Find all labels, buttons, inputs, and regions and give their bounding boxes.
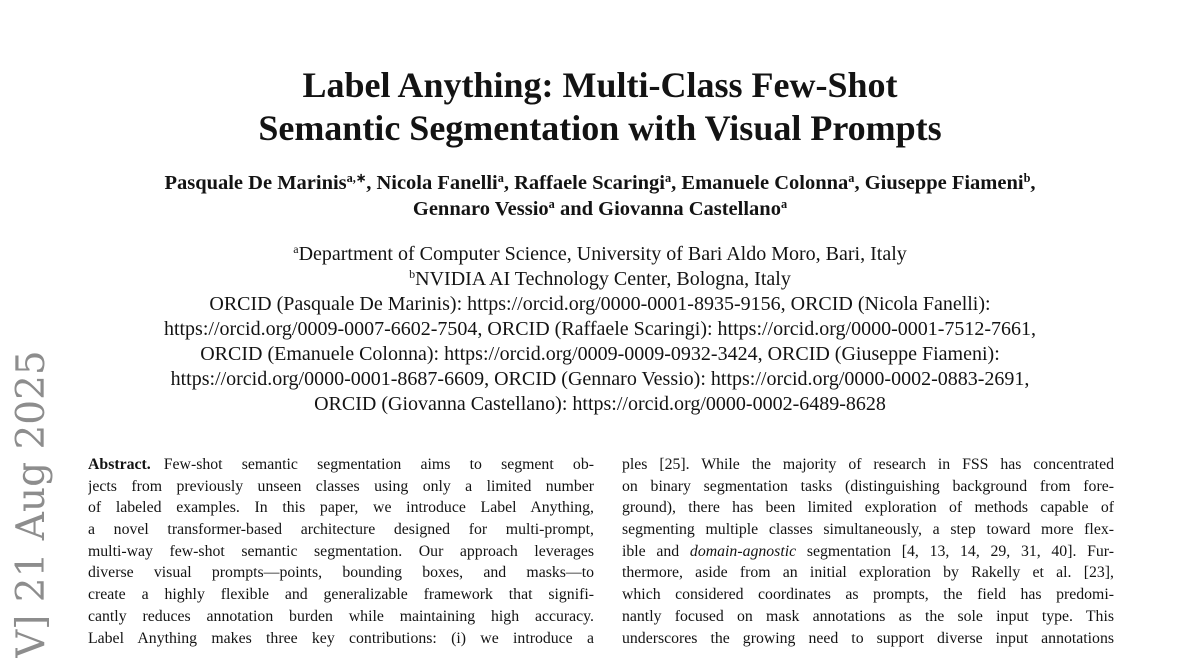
author-name: Giovanna Castellano — [598, 198, 781, 220]
author-affiliation-sup: a — [548, 197, 555, 212]
abstract-line: of labeled examples. In this paper, we introduce Label Anything, — [88, 499, 594, 517]
orcid-line: ORCID (Emanuele Colonna): https://orcid.org/0009-0009-0932-3424, ORCID (Giuseppe Fiameni): — [200, 343, 1000, 365]
affiliation-line — [0, 242, 1200, 267]
intro-column — [622, 454, 1114, 649]
author-affiliation-sup: a — [848, 171, 855, 186]
author-name: Emanuele Colonna — [681, 172, 849, 194]
author-affiliation-sup: b — [1023, 171, 1031, 186]
intro-italic-term: domain-agnostic — [689, 542, 797, 560]
abstract-line: cantly reduces annotation burden while maintaining high accuracy. — [88, 607, 594, 625]
author-separator: , — [854, 172, 865, 194]
intro-line — [622, 541, 1114, 563]
author-name: Raffaele Scaringi — [514, 172, 665, 194]
orcid-list — [0, 292, 1200, 417]
author-affiliation-sup: a — [665, 171, 672, 186]
abstract-line: diverse visual prompts—points, bounding boxes, and masks—to — [88, 564, 594, 582]
author-affiliation-sup: a — [497, 171, 504, 186]
affiliation-sup: b — [409, 267, 416, 282]
affiliation-text: NVIDIA AI Technology Center, Bologna, Italy — [415, 268, 791, 290]
intro-line: ples [25]. While the majority of research in FSS has concentrated — [622, 456, 1114, 473]
author-name: Nicola Fanelli — [376, 172, 498, 194]
paper-title — [0, 64, 1200, 150]
orcid-line: https://orcid.org/0000-0001-8687-6609, ORCID (Gennaro Vessio): https://orcid.org/0000-0002-0883-2691, — [170, 368, 1030, 390]
author-name: Pasquale De Marinis — [164, 172, 347, 194]
intro-text: ible and — [622, 542, 680, 560]
arxiv-date-stamp: V] 21 Aug 2025 — [9, 350, 54, 658]
author-affiliation-sup: a,∗ — [346, 171, 367, 186]
orcid-line: ORCID (Pasquale De Marinis): https://orcid.org/0000-0001-8935-9156, ORCID (Nicola Fanelli): — [209, 293, 991, 315]
intro-line: underscores the growing need to support diverse input annotations — [622, 629, 1114, 647]
abstract-label: Abstract. — [88, 456, 151, 473]
author-line-1 — [0, 170, 1200, 196]
author-separator: , — [366, 172, 377, 194]
intro-line: on binary segmentation tasks (distinguishing background from fore- — [622, 477, 1114, 495]
intro-line: thermore, aside from an initial exploration by Rakelly et al. [23], — [622, 564, 1114, 582]
paper-title-line-1: Label Anything: Multi-Class Few-Shot — [302, 65, 898, 105]
author-list — [0, 170, 1200, 222]
orcid-line: https://orcid.org/0009-0007-6602-7504, ORCID (Raffaele Scaringi): https://orcid.org/0000-0001-7512-7661, — [163, 318, 1037, 340]
orcid-line: ORCID (Giovanna Castellano): https://orcid.org/0000-0002-6489-8628 — [314, 393, 886, 415]
abstract-line: multi-way few-shot semantic segmentation. Our approach leverages — [88, 542, 594, 560]
author-name: Gennaro Vessio — [412, 198, 549, 220]
abstract-line: Label Anything makes three key contributions: (i) we introduce a — [88, 629, 594, 647]
abstract-line: create a highly flexible and generalizable framework that signifi- — [88, 586, 594, 604]
affiliation-text: Department of Computer Science, University of Bari Aldo Moro, Bari, Italy — [298, 243, 907, 265]
intro-line: ground), there has been limited exploration of methods capable of — [622, 499, 1114, 517]
affiliations — [0, 242, 1200, 292]
author-separator: and — [554, 198, 599, 220]
abstract-line: jects from previously unseen classes using only a limited number — [88, 477, 594, 495]
abstract-column — [88, 454, 594, 649]
abstract-line: a novel transformer-based architecture designed for multi-prompt, — [88, 521, 594, 539]
abstract-text: Few-shot semantic segmentation aims to segment ob- — [163, 456, 594, 473]
author-separator: , — [671, 172, 682, 194]
author-affiliation-sup: a — [780, 197, 788, 212]
author-separator: , — [503, 172, 515, 194]
author-line-2 — [0, 196, 1200, 222]
paper-title-line-2: Semantic Segmentation with Visual Prompts — [258, 108, 942, 148]
affiliation-sup: a — [293, 242, 299, 257]
intro-line: segmenting multiple classes simultaneously, a step toward more flex- — [622, 521, 1114, 539]
intro-line: which considered coordinates as prompts, the field has predomi- — [622, 586, 1114, 604]
intro-line: nantly focused on mask annotations as the sole input type. This — [622, 607, 1114, 625]
author-separator: , — [1030, 172, 1036, 194]
abstract-line — [88, 454, 594, 476]
author-name: Giuseppe Fiameni — [864, 172, 1024, 194]
affiliation-line — [0, 267, 1200, 292]
intro-text: segmentation [4, 13, 14, 29, 31, 40]. Fur- — [806, 542, 1114, 560]
